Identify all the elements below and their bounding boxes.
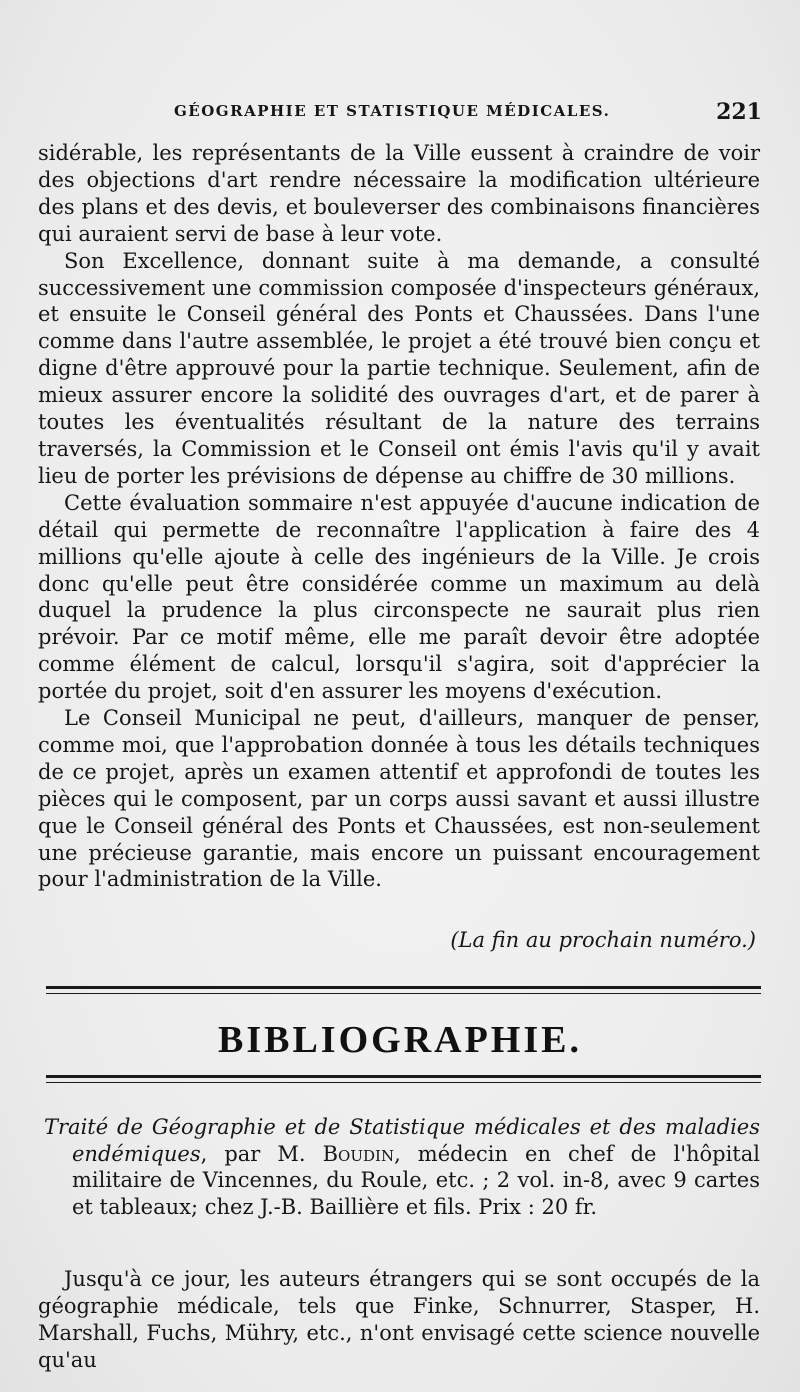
body-text <box>38 140 760 893</box>
running-head <box>62 99 762 126</box>
reference-by: , par M. <box>200 1141 306 1166</box>
paragraph: Le Conseil Municipal ne peut, d'ailleurs, manquer de penser, comme moi, que l'approbation donnée à tous les détails techniques de ce projet, après un examen attentif et approfondi de toutes les pièces qui le composent, par un corps aussi savant et aussi illustre que le Conseil général des Ponts et Chaussées, est non-seulement une précieuse garantie, mais encore un puissant encouragement pour l'administration de la Ville. <box>38 706 760 892</box>
reference-entry <box>44 1114 760 1220</box>
bibliographic-reference <box>44 1114 760 1220</box>
review-text <box>38 1266 760 1374</box>
running-title: GÉOGRAPHIE ET STATISTIQUE MÉDICALES. <box>174 102 611 120</box>
continuation-note: (La fin au prochain numéro.) <box>450 928 756 952</box>
section-heading: BIBLIOGRAPHIE. <box>217 1019 583 1061</box>
page-number: 221 <box>716 99 762 125</box>
reference-title: Traité de Géographie et de Statistique médicales et des maladies endémiques <box>44 1115 760 1166</box>
reference-author: Boudin <box>322 1141 395 1166</box>
review-paragraph: Jusqu'à ce jour, les auteurs étrangers qui se sont occupés de la géographie médicale, tels que Finke, Schnurrer, Stasper, H. Marshall, Fuchs, Mühry, etc., n'ont envisagé cette science nouvelle qu'au <box>38 1267 760 1372</box>
double-rule-bottom <box>46 1075 761 1083</box>
paragraph: Cette évaluation sommaire n'est appuyée d'aucune indication de détail qui permette de reconnaître l'application à faire des 4 millions qu'elle ajoute à celle des ingénieurs de la Ville. Je crois donc qu'elle peut être considérée comme un maximum au delà duquel la prudence la plus circonspecte ne saurait plus rien prévoir. Par ce motif même, elle me paraît devoir être adoptée comme élément de calcul, lorsqu'il s'agira, soit d'apprécier la portée du projet, soit d'en assurer les moyens d'exécution. <box>38 490 760 704</box>
double-rule-top <box>46 986 761 994</box>
reference-details: , médecin en chef de l'hôpital militaire de Vincennes, du Roule, etc. ; 2 vol. in-8, avec 9 cartes et tableaux; chez J.-B. Baillière et fils. Prix : 20 fr. <box>72 1141 760 1219</box>
paragraph-continued: sidérable, les représentants de la Ville eussent à craindre de voir des objections d'art rendre nécessaire la modification ultérieure des plans et des devis, et bouleverser des combinaisons financières qui auraient servi de base à leur vote. <box>38 141 760 246</box>
paragraph: Son Excellence, donnant suite à ma demande, a consulté successivement une commission composée d'inspecteurs généraux, et ensuite le Conseil général des Ponts et Chaussées. Dans l'une comme dans l'autre assemblée, le projet a été trouvé bien conçu et digne d'être approuvé pour la partie technique. Seulement, afin de mieux assurer encore la solidité des ouvrages d'art, et de parer à toutes les éventualités résultant de la nature des terrains traversés, la Commission et le Conseil ont émis l'avis qu'il y avait lieu de porter les prévisions de dépense au chiffre de 30 millions. <box>38 248 760 488</box>
